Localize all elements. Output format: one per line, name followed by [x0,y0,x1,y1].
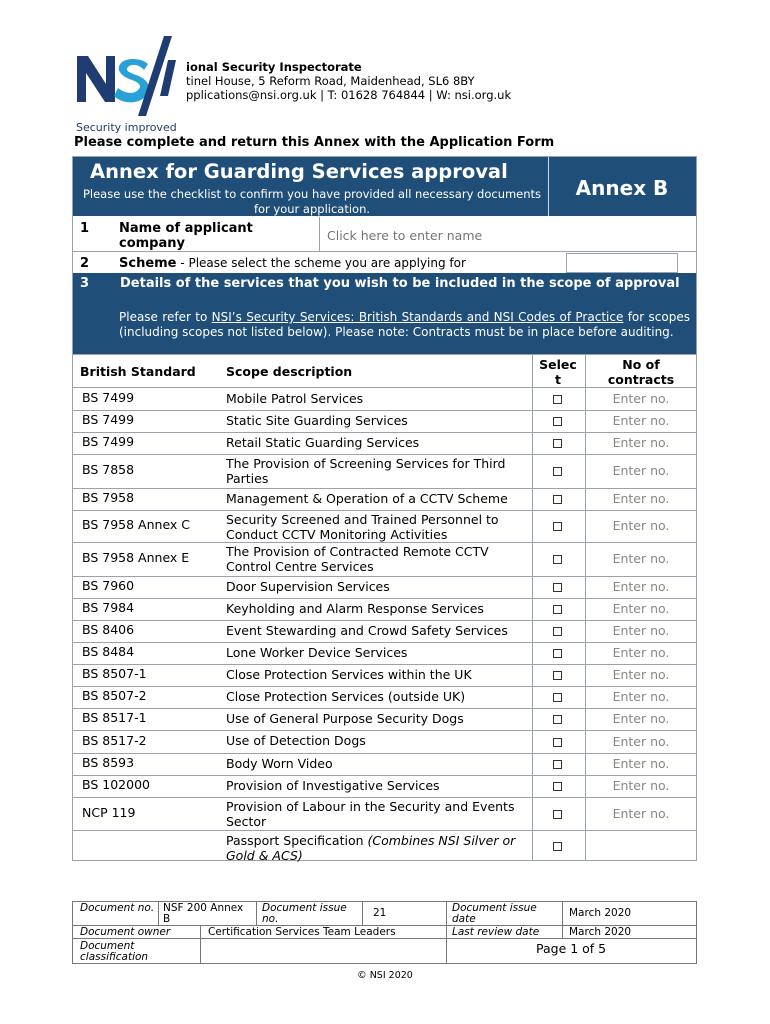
codes-of-practice-link[interactable]: NSI’s Security Services: British Standards and NSI Codes of Practice [211,310,624,324]
org-address: tinel House, 5 Reform Road, Maidenhead, SL6 8BY [186,74,475,88]
footer-border [362,901,363,925]
footer-border [72,963,697,964]
org-name: ional Security Inspectorate [186,60,362,74]
select-checkbox[interactable] [553,810,562,819]
standard-cell: BS 7984 [82,600,135,615]
contracts-input[interactable]: Enter no. [612,623,670,638]
contracts-input[interactable]: Enter no. [612,491,670,506]
annex-subtitle: Please use the checklist to confirm you have provided all necessary documents for your application. [82,187,542,216]
footer-border [256,901,257,925]
copyright: © NSI 2020 [357,970,413,981]
contracts-input[interactable]: Enter no. [612,435,670,450]
table-header-divider [73,354,696,355]
standard-cell: BS 8484 [82,644,135,659]
scope-cell: Mobile Patrol Services [226,391,364,406]
annex-title: Annex for Guarding Services approval [90,160,508,183]
annex-label: Annex B [575,176,669,200]
table-row-divider [73,620,696,621]
table-row-divider [73,598,696,599]
standard-cell: BS 7958 Annex E [82,550,190,565]
table-row-divider [73,830,696,831]
standard-cell: BS 8507-1 [82,666,147,681]
refer-suffix: for scopes (including scopes not listed below). Please note: Contracts must be in place before auditing. [119,310,690,339]
scope-cell: Provision of Labour in the Security and Events Sector [226,799,515,829]
table-row-divider [73,797,696,798]
select-checkbox[interactable] [553,738,562,747]
instruction-text: Please complete and return this Annex with the Application Form [74,135,555,150]
standard-cell: BS 8517-1 [82,710,147,725]
contracts-input[interactable]: Enter no. [612,413,670,428]
table-row-divider [73,642,696,643]
issue-date: March 2020 [569,907,632,919]
standard-cell: BS 7958 [82,490,135,505]
table-row-divider [73,664,696,665]
select-checkbox[interactable] [553,715,562,724]
table-header-divider [73,387,696,388]
standard-cell: BS 7858 [82,462,135,477]
table-row-divider [73,410,696,411]
footer-border [446,901,447,964]
row1-number: 1 [80,221,90,236]
table-row-divider [73,542,696,543]
issue-no-label: Document issue no. [262,902,347,925]
select-checkbox[interactable] [553,693,562,702]
standard-cell: BS 7499 [82,434,135,449]
contracts-input[interactable]: Enter no. [612,667,670,682]
select-checkbox[interactable] [553,495,562,504]
contracts-input[interactable]: Enter no. [612,689,670,704]
select-checkbox[interactable] [553,627,562,636]
table-row-divider [73,576,696,577]
issue-no: 21 [373,907,387,919]
passport-spec-note: (Combines NSI Silver or Gold & ACS) [226,833,516,863]
col-header-standard: British Standard [80,364,196,379]
select-checkbox[interactable] [553,467,562,476]
col-header-scope: Scope description [226,364,353,379]
scope-cell: Management & Operation of a CCTV Scheme [226,491,508,506]
select-checkbox[interactable] [553,522,562,531]
col-header-contracts: No of contracts [607,357,675,387]
table-row-divider [73,708,696,709]
contracts-input[interactable]: Enter no. [612,733,670,749]
standard-cell: BS 102000 [82,777,150,792]
standard-cell: BS 7499 [82,390,135,405]
standard-cell: NCP 119 [82,804,136,820]
contracts-input[interactable]: Enter no. [612,711,670,726]
footer-border [200,925,201,964]
contracts-input[interactable]: Enter no. [612,551,670,566]
page-number: Page 1 of 5 [536,941,607,956]
scheme-select[interactable] [566,253,678,273]
table-row-divider [73,510,696,511]
logo-text: NSI [129,116,131,117]
logo-tagline: Security improved [76,121,177,134]
scope-cell: Close Protection Services (outside UK) [226,689,466,704]
doc-no: NSF 200 Annex B [163,902,244,925]
contracts-input[interactable]: Enter no. [612,756,670,771]
passport-spec-text: Passport Specification [226,833,368,848]
scheme-label-group [119,256,466,271]
doc-no-label: Document no. [80,902,155,914]
row3-number: 3 [80,276,90,291]
scheme-instruction: - Please select the scheme you are applying for [176,256,466,270]
scope-cell: Close Protection Services within the UK [226,667,472,682]
section3-title: Details of the services that you wish to be included in the scope of approval [120,276,680,291]
select-checkbox[interactable] [553,395,562,404]
applicant-name-label: Name of applicant company [119,221,253,251]
standard-cell: BS 8406 [82,622,135,637]
contracts-input[interactable]: Enter no. [612,601,670,616]
scope-cell: Door Supervision Services [226,579,390,594]
owner-label: Document owner [80,926,171,938]
scope-cell [226,834,526,863]
nsi-logo [72,30,192,120]
select-checkbox[interactable] [553,649,562,658]
scope-cell: Use of General Purpose Security Dogs [226,711,464,726]
scope-cell: Lone Worker Device Services [226,645,408,660]
select-checkbox[interactable] [553,583,562,592]
contracts-input[interactable]: Enter no. [612,805,670,821]
row2-number: 2 [80,256,90,271]
org-contact: pplications@nsi.org.uk | T: 01628 764844 | W: nsi.org.uk [186,88,512,102]
scope-cell: Event Stewarding and Crowd Safety Services [226,623,508,638]
col-header-select: Selec t [539,357,577,387]
scope-cell: Security Screened and Trained Personnel to Conduct CCTV Monitoring Activities [226,512,499,542]
footer-border [562,901,563,938]
scope-cell: Body Worn Video [226,756,333,771]
section3-body [119,310,690,340]
row-divider [73,251,696,252]
footer-border [72,938,697,939]
scope-cell: Static Site Guarding Services [226,413,408,428]
issue-date-label: Document issue date [452,902,537,925]
refer-prefix: Please refer to [119,310,212,324]
table-row-divider [73,753,696,754]
select-checkbox[interactable] [553,439,562,448]
footer-border [72,901,73,964]
table-row-divider [73,686,696,687]
select-checkbox[interactable] [553,782,562,791]
table-row-divider [73,730,696,731]
applicant-name-input[interactable] [327,228,627,243]
standard-cell: BS 8517-2 [82,732,147,748]
scope-cell: The Provision of Screening Services for Third Parties [226,456,506,486]
standard-cell: BS 7499 [82,412,135,427]
scheme-label: Scheme [119,256,177,271]
table-row-divider [73,432,696,433]
standard-cell: BS 8593 [82,755,135,770]
contracts-input[interactable]: Enter no. [612,391,670,406]
select-checkbox[interactable] [553,842,562,851]
classification-label: Document classification [80,940,149,963]
scope-cell: Keyholding and Alarm Response Services [226,601,484,616]
review-label: Last review date [452,926,540,938]
review-date: March 2020 [569,926,632,938]
table-row-divider [73,454,696,455]
scope-cell: Provision of Investigative Services [226,778,440,793]
scope-cell: The Provision of Contracted Remote CCTV Control Centre Services [226,544,489,574]
select-checkbox[interactable] [553,760,562,769]
select-column-divider [532,354,533,861]
footer-border [158,901,159,925]
table-row-divider [73,775,696,776]
select-checkbox[interactable] [553,555,562,564]
contracts-input[interactable]: Enter no. [612,518,670,533]
standard-cell: BS 7960 [82,578,135,593]
scope-cell: Use of Detection Dogs [226,733,366,748]
contracts-input[interactable]: Enter no. [612,645,670,660]
select-checkbox[interactable] [553,417,562,426]
select-checkbox[interactable] [553,605,562,614]
contracts-input[interactable]: Enter no. [612,579,670,594]
select-checkbox[interactable] [553,671,562,680]
owner: Certification Services Team Leaders [208,926,396,938]
table-row-divider [73,488,696,489]
standard-cell: BS 8507-2 [82,688,147,703]
footer-border [696,901,697,964]
contracts-input[interactable]: Enter no. [612,778,670,793]
standard-cell: BS 7958 Annex C [82,517,191,532]
contracts-input[interactable]: Enter no. [612,463,670,478]
scope-cell: Retail Static Guarding Services [226,435,420,450]
